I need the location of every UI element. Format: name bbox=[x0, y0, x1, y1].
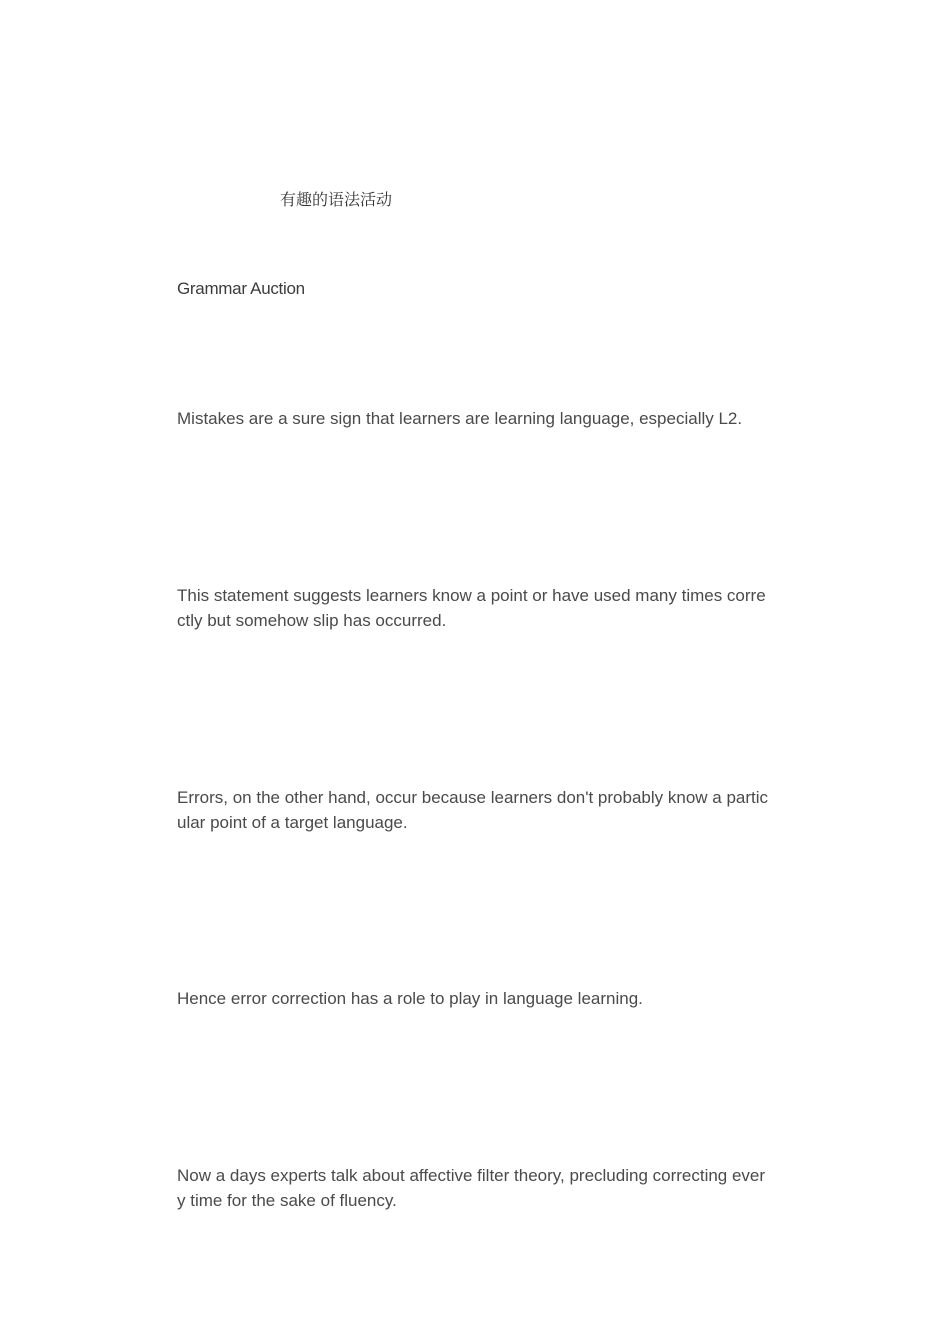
paragraph-line: Mistakes are a sure sign that learners are learning language, especially L2. bbox=[177, 409, 743, 428]
paragraph-line: ctly but somehow slip has occurred. bbox=[177, 611, 447, 630]
paragraph-errors bbox=[177, 785, 777, 835]
paragraph-statement bbox=[177, 583, 777, 633]
paragraph-affective-filter bbox=[177, 1163, 777, 1213]
section-heading: Grammar Auction bbox=[177, 279, 305, 298]
paragraph-line: Hence error correction has a role to play in language learning. bbox=[177, 989, 643, 1008]
paragraph-line: This statement suggests learners know a point or have used many times corre bbox=[177, 586, 766, 605]
paragraph-line: Now a days experts talk about affective filter theory, precluding correcting ever bbox=[177, 1166, 766, 1185]
paragraph-error-correction bbox=[177, 986, 777, 1011]
document-title: 有趣的语法活动 bbox=[280, 190, 393, 209]
paragraph-line: y time for the sake of fluency. bbox=[177, 1191, 397, 1210]
paragraph-line: ular point of a target language. bbox=[177, 813, 408, 832]
paragraph-line: Errors, on the other hand, occur because learners don't probably know a partic bbox=[177, 788, 769, 807]
paragraph-mistakes bbox=[177, 406, 777, 431]
